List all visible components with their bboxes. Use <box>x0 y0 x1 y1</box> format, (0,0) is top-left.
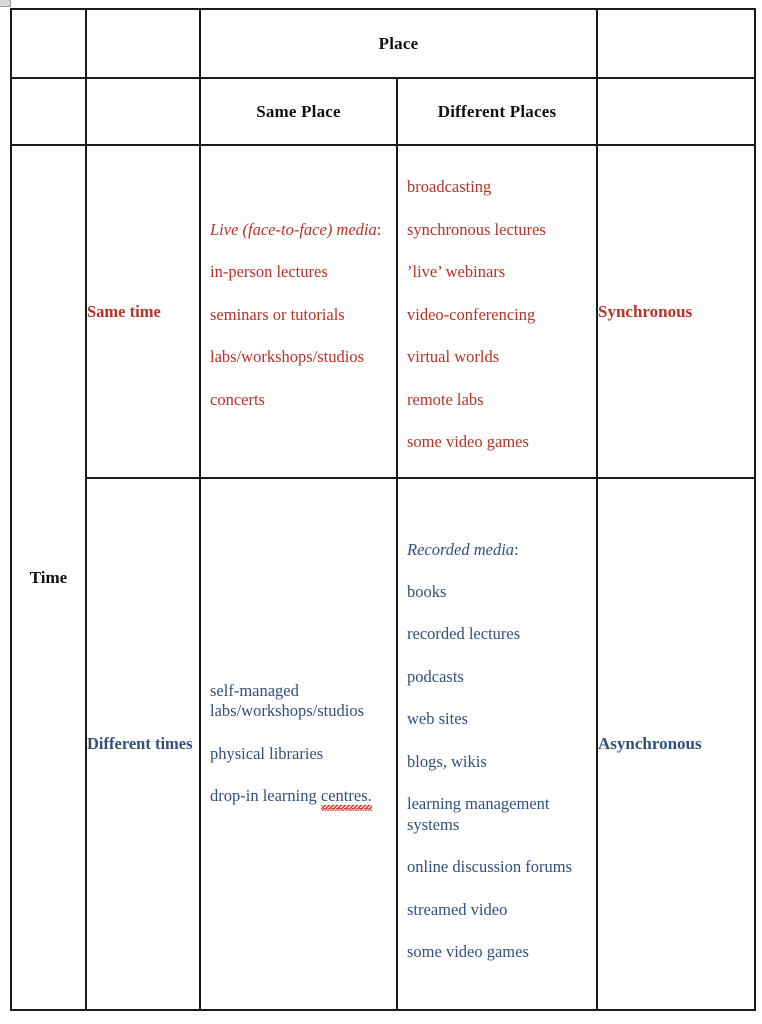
list-item: physical libraries <box>210 743 324 763</box>
list-item: online discussion forums <box>407 857 572 877</box>
cell-same-time-different-places <box>397 145 597 478</box>
list-item: streamed video <box>407 899 508 919</box>
column-header-same-place: Same Place <box>200 78 397 145</box>
table-row-place-subheader <box>11 78 755 145</box>
list-item: ’live’ webinars <box>407 262 506 282</box>
capture-artifact <box>0 0 11 7</box>
subheader-blank-2 <box>86 78 200 145</box>
list-item: video-conferencing <box>407 304 536 324</box>
cell-different-times-same-place <box>200 478 397 1010</box>
list-item: learning management systems <box>407 794 550 834</box>
spellcheck-underlined-word: centres. <box>321 786 372 807</box>
cell-same-time-same-place <box>200 145 397 478</box>
list-same-time-same-place <box>201 207 396 416</box>
list-item: some video games <box>407 942 529 962</box>
table-row-place-header <box>11 9 755 78</box>
column-header-different-places: Different Places <box>397 78 597 145</box>
table-row-same-time <box>11 145 755 478</box>
row-label-same-time: Same time <box>86 145 200 478</box>
list-item: remote labs <box>407 389 484 409</box>
cell-different-times-different-places <box>397 478 597 1010</box>
list-item: some video games <box>407 432 529 452</box>
subheader-blank-3 <box>597 78 755 145</box>
list-item: self-managed labs/workshops/studios <box>210 680 365 721</box>
time-axis-header: Time <box>11 145 86 1010</box>
row-label-different-times: Different times <box>86 478 200 1010</box>
mode-label-asynchronous: Asynchronous <box>597 478 755 1010</box>
list-item: seminars or tutorials <box>210 304 345 324</box>
table-row-different-times <box>11 478 755 1010</box>
list-item: blogs, wikis <box>407 751 487 771</box>
heading-live-media: Live (face-to-face) media <box>210 219 377 239</box>
list-item: recorded lectures <box>407 624 521 644</box>
list-item: broadcasting <box>407 177 492 197</box>
list-item-heading <box>407 540 586 560</box>
heading-colon: : <box>514 539 519 559</box>
list-item: in-person lectures <box>210 262 328 282</box>
list-item: podcasts <box>407 666 464 686</box>
list-same-time-different-places <box>398 164 596 458</box>
list-item: books <box>407 581 447 601</box>
heading-colon: : <box>376 219 382 239</box>
corner-cell-blank-2 <box>86 9 200 78</box>
list-different-times-same-place <box>201 675 396 814</box>
list-item: virtual worlds <box>407 347 500 367</box>
list-item: synchronous lectures <box>407 219 546 239</box>
subheader-blank-1 <box>11 78 86 145</box>
corner-cell-blank-3 <box>597 9 755 78</box>
matrix-container <box>10 8 754 1011</box>
list-item: labs/workshops/studios <box>210 347 365 367</box>
place-axis-header: Place <box>200 9 597 78</box>
list-different-times-different-places <box>398 520 596 969</box>
mode-label-synchronous: Synchronous <box>597 145 755 478</box>
spellcheck-squiggle <box>321 806 372 811</box>
list-item: concerts <box>210 389 265 409</box>
list-item: web sites <box>407 709 468 729</box>
list-item-misspelled: drop-in learning centres. <box>210 786 386 807</box>
time-place-matrix-table <box>10 8 756 1011</box>
list-item-heading <box>210 220 386 240</box>
corner-cell-blank-1 <box>11 9 86 78</box>
heading-recorded-media: Recorded media <box>407 539 515 559</box>
